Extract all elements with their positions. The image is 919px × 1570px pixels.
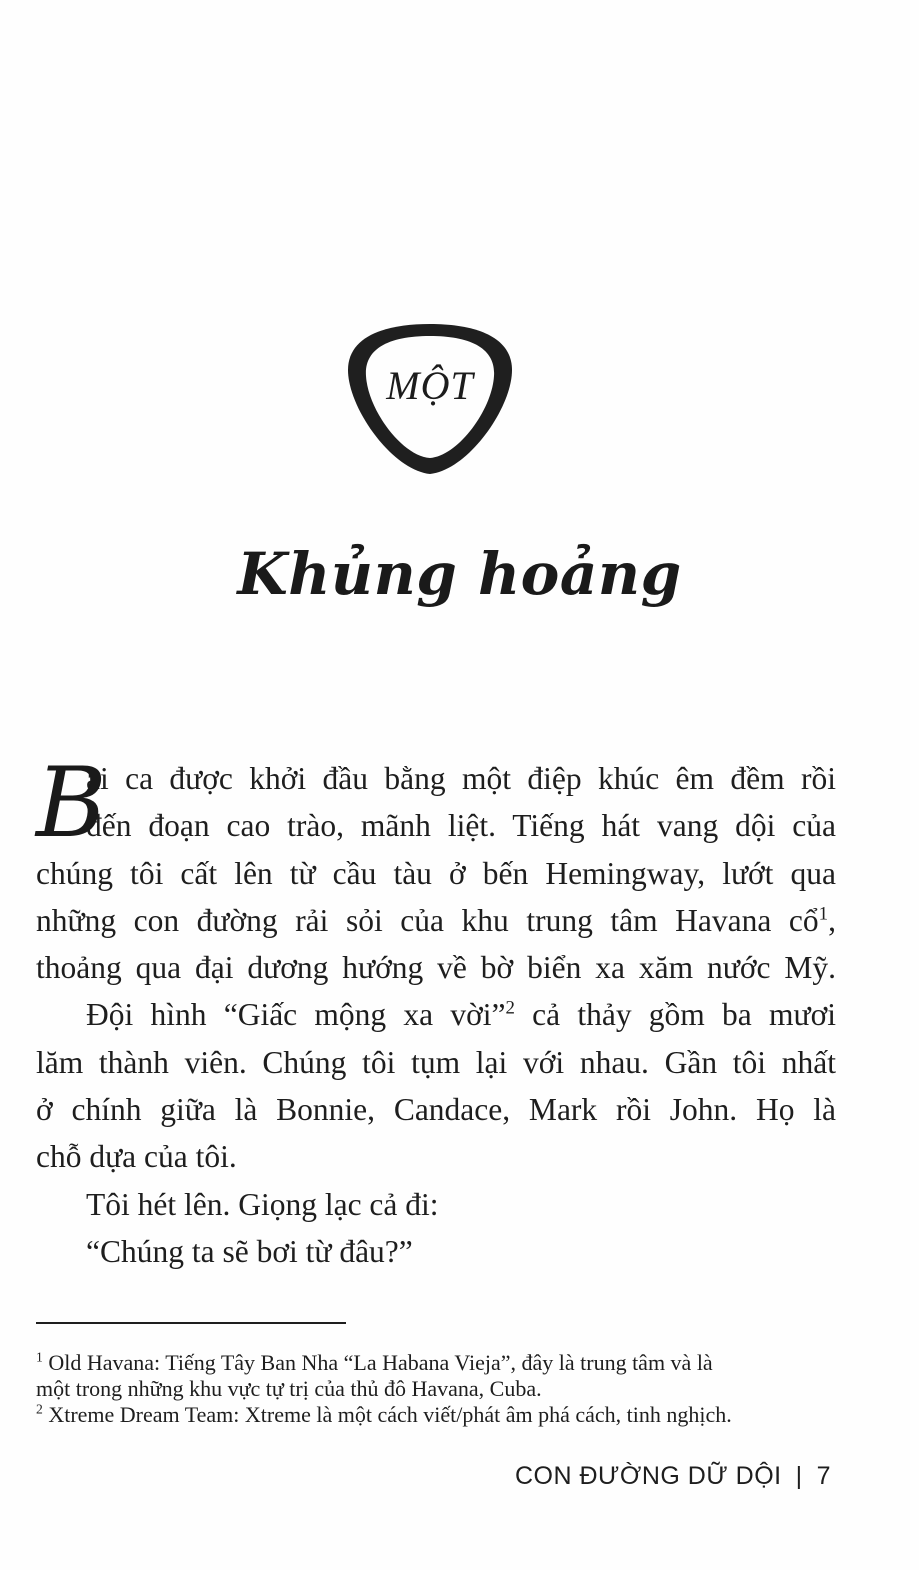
footer-separator: | bbox=[795, 1462, 803, 1490]
text-line: đến đoạn cao trào, mãnh liệt. Tiếng hát vang dội của bbox=[86, 808, 836, 844]
text-line: chỗ dựa của tôi. bbox=[36, 1139, 237, 1175]
footnote-1: $^1$ Old Havana: Tiếng Tây Ban Nha “La Habana Vieja”, đây là trung tâm và là bbox=[36, 1349, 713, 1375]
book-title: CON ĐƯỜNG DỮ DỘI bbox=[515, 1462, 782, 1490]
paragraph-3: Tôi hét lên. Giọng lạc cả đi: bbox=[86, 1186, 439, 1222]
text-line: Đội hình “Giấc mộng xa vời”$^2$ cả thảy gồm ba mươi bbox=[86, 997, 836, 1033]
footnote-ref-1[interactable]: 1 bbox=[818, 903, 829, 925]
paragraph-2 bbox=[36, 991, 836, 1180]
text-line: những con đường rải sỏi của khu trung tâm Havana cổ$^1$, bbox=[36, 902, 836, 938]
chapter-title: Khủng hoảng bbox=[237, 540, 682, 608]
running-footer bbox=[515, 1462, 831, 1491]
chapter-number: MỘT bbox=[386, 363, 474, 408]
body-text bbox=[36, 747, 836, 1275]
footnotes bbox=[36, 1350, 836, 1428]
drop-cap: B bbox=[36, 747, 107, 859]
text-line: thoảng qua đại dương hướng về bờ biển xa xăm nước Mỹ. bbox=[36, 950, 836, 986]
footnote-divider bbox=[36, 1322, 346, 1324]
paragraph-1 bbox=[36, 747, 836, 991]
page-number: 7 bbox=[816, 1462, 831, 1490]
footnote-2: $^2$ Xtreme Dream Team: Xtreme là một cách viết/phát âm phá cách, tinh nghịch. bbox=[36, 1401, 732, 1427]
text-line: chúng tôi cất lên từ cầu tàu ở bến Hemingway, lướt qua bbox=[36, 855, 836, 891]
text-line: ài ca được khởi đầu bằng một điệp khúc êm đềm rồi bbox=[86, 761, 836, 796]
text-line: ở chính giữa là Bonnie, Candace, Mark rồi John. Họ là bbox=[36, 1092, 836, 1128]
chapter-number-badge bbox=[346, 320, 514, 478]
paragraph-4: “Chúng ta sẽ bơi từ đâu?” bbox=[86, 1233, 413, 1269]
footnote-ref-2[interactable]: 2 bbox=[505, 997, 515, 1019]
text-line: lăm thành viên. Chúng tôi tụm lại với nhau. Gần tôi nhất bbox=[36, 1044, 836, 1080]
footnote-1-continued: một trong những khu vực tự trị của thủ đô Havana, Cuba. bbox=[36, 1376, 542, 1401]
